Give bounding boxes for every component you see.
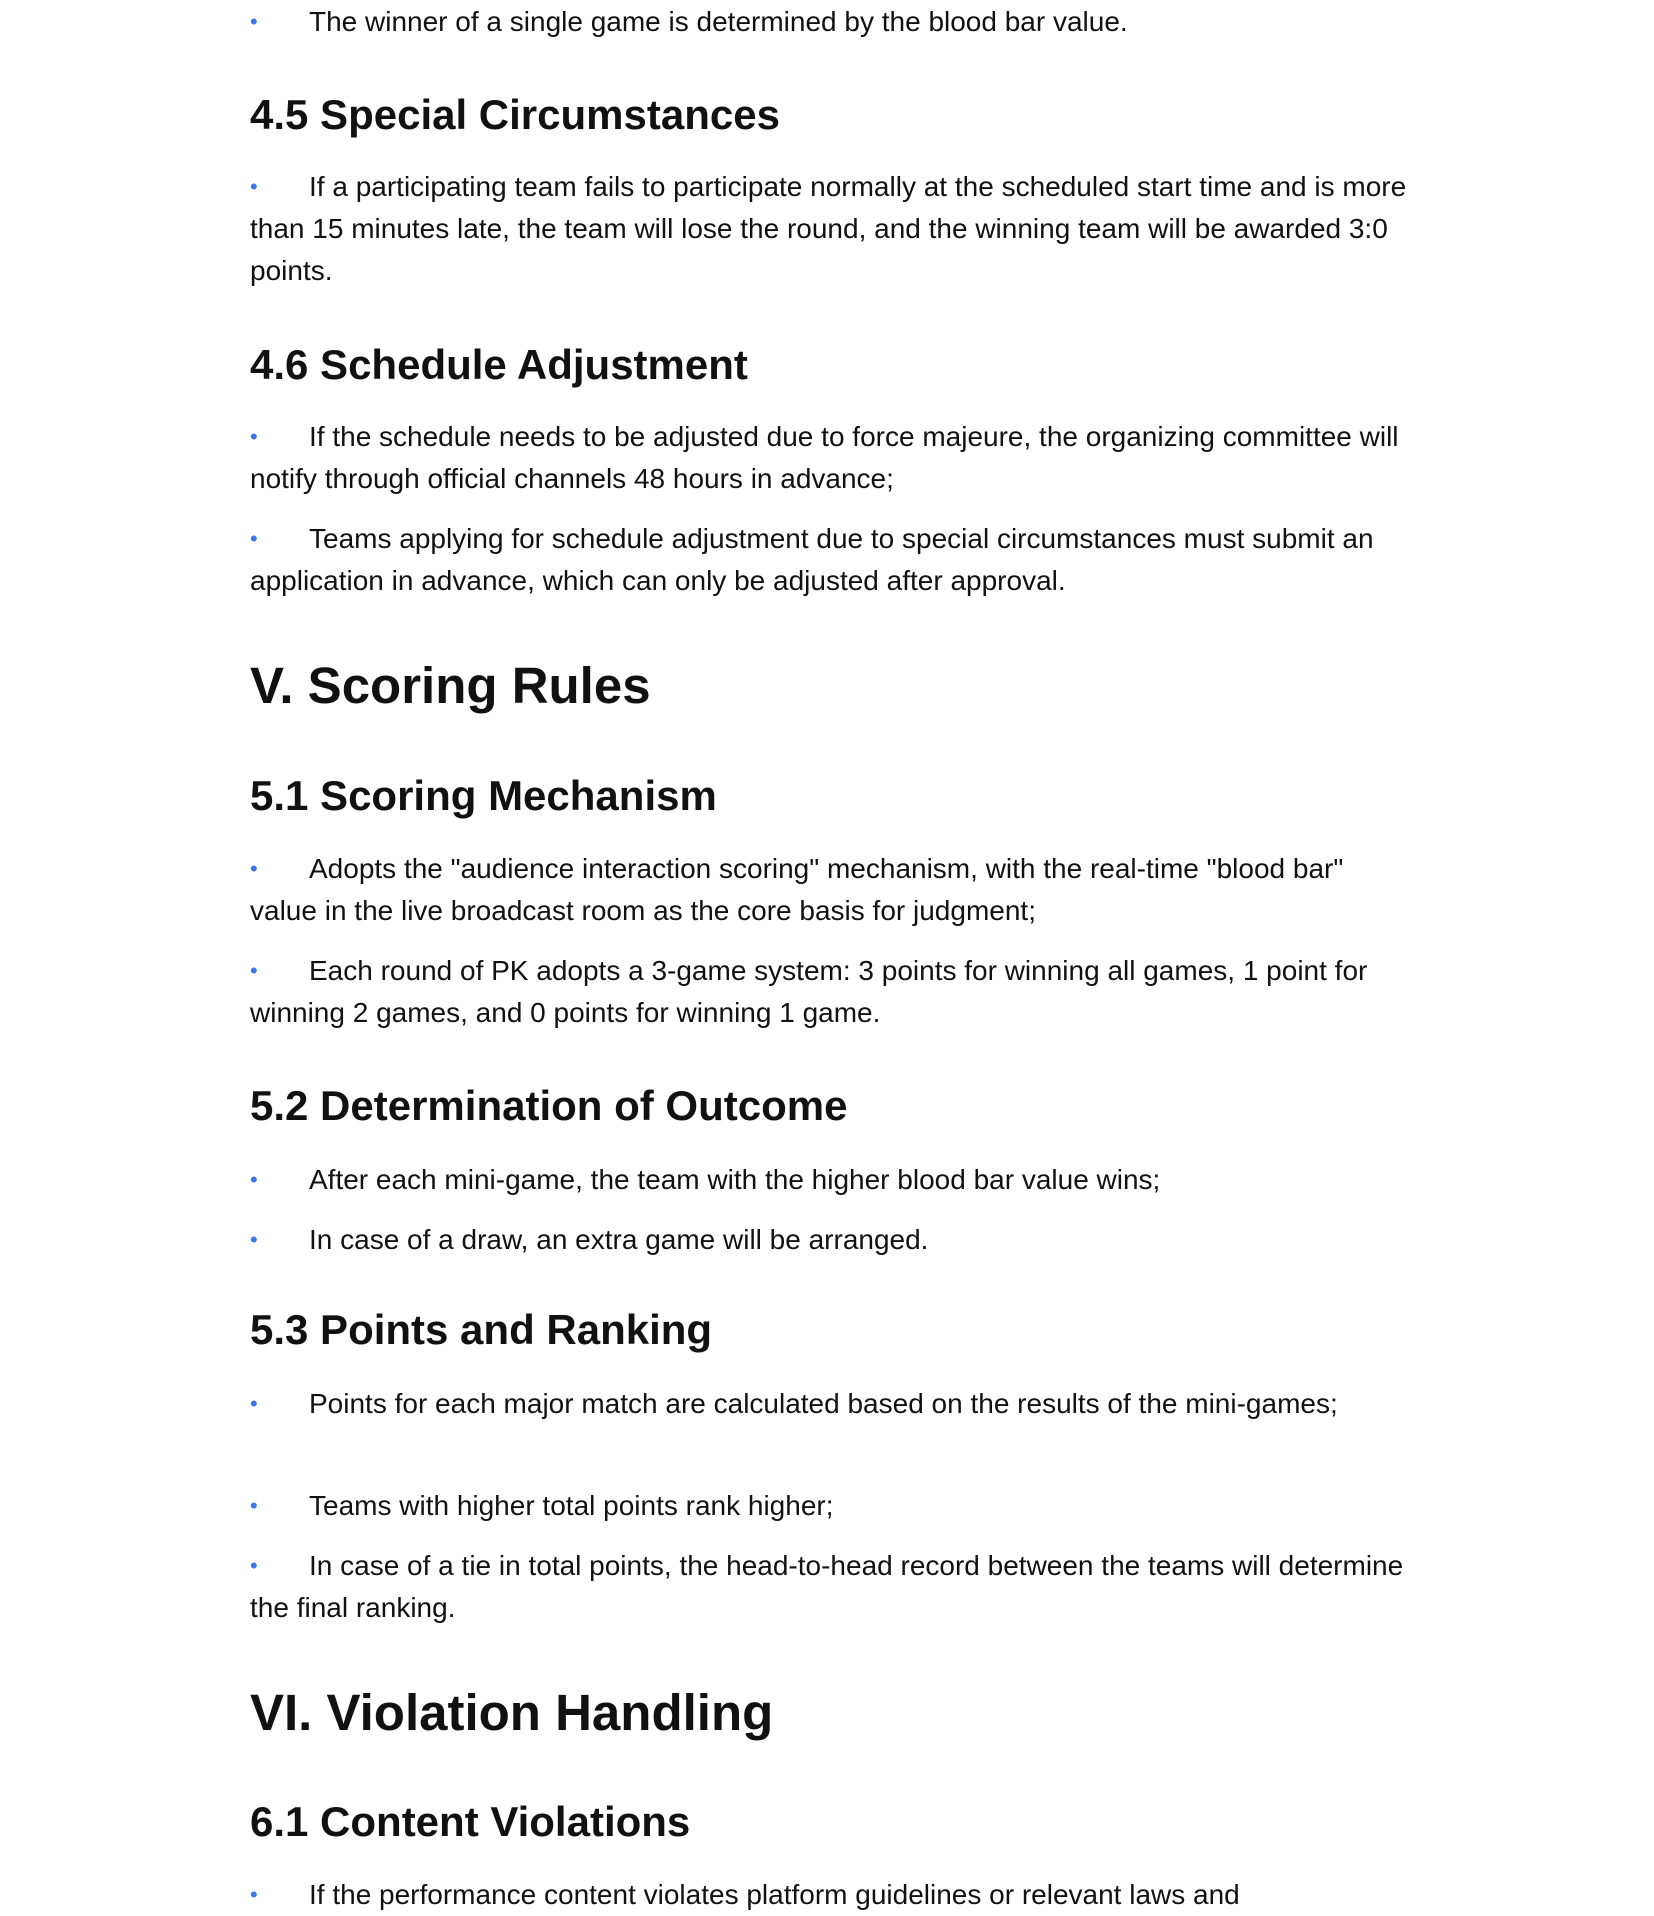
- bullet-dot: •: [250, 424, 258, 449]
- bullet-3-game-system: [250, 950, 1410, 1034]
- bullet-text: If the schedule needs to be adjusted due to force majeure, the organizing committee will notify through official channels 48 hours in advance;: [250, 421, 1399, 494]
- bullet-higher-total-rank: [250, 1485, 1410, 1527]
- bullet-text: In case of a tie in total points, the head-to-head record between the teams will determine the final ranking.: [250, 1550, 1404, 1623]
- bullet-dot: •: [250, 1882, 258, 1907]
- heading-5-1-scoring-mechanism: 5.1 Scoring Mechanism: [250, 772, 717, 819]
- bullet-text: If a participating team fails to participate normally at the scheduled start time and is more than 15 minutes late, the team will lose the round, and the winning team will be awarded 3:0 points.: [250, 171, 1407, 286]
- bullet-major-match-points: [250, 1383, 1410, 1425]
- bullet-dot: •: [250, 958, 258, 983]
- bullet-text: Teams with higher total points rank higher;: [309, 1490, 834, 1521]
- heading-vi-violation-handling: VI. Violation Handling: [250, 1684, 774, 1741]
- bullet-text: Each round of PK adopts a 3-game system: 3 points for winning all games, 1 point for winning 2 games, and 0 points for winning 1 game.: [250, 955, 1368, 1028]
- bullet-force-majeure: [250, 416, 1410, 500]
- bullet-dot: •: [250, 1553, 258, 1578]
- heading-5-2-determination-of-outcome: 5.2 Determination of Outcome: [250, 1082, 848, 1129]
- bullet-text: After each mini-game, the team with the higher blood bar value wins;: [309, 1164, 1161, 1195]
- heading-6-1-content-violations: 6.1 Content Violations: [250, 1798, 691, 1845]
- bullet-text: If the performance content violates platform guidelines or relevant laws and: [309, 1879, 1240, 1910]
- bullet-dot: •: [250, 174, 258, 199]
- bullet-draw-extra-game: [250, 1219, 1410, 1261]
- bullet-late-team-forfeit: [250, 166, 1410, 292]
- bullet-text: The winner of a single game is determined by the blood bar value.: [309, 6, 1128, 37]
- bullet-dot: •: [250, 856, 258, 881]
- heading-5-3-points-and-ranking: 5.3 Points and Ranking: [250, 1306, 713, 1353]
- bullet-higher-blood-bar-wins: [250, 1159, 1410, 1201]
- bullet-performance-content-violation: [250, 1874, 1410, 1916]
- heading-4-6-schedule-adjustment: 4.6 Schedule Adjustment: [250, 341, 748, 388]
- heading-4-5-special-circumstances: 4.5 Special Circumstances: [250, 91, 780, 138]
- bullet-single-game-winner: [250, 1, 1410, 43]
- bullet-dot: •: [250, 1227, 258, 1252]
- bullet-schedule-application: [250, 518, 1410, 602]
- heading-v-scoring-rules: V. Scoring Rules: [250, 657, 651, 714]
- bullet-audience-interaction: [250, 848, 1410, 932]
- bullet-text: Teams applying for schedule adjustment due to special circumstances must submit an application in advance, which can only be adjusted after approval.: [250, 523, 1374, 596]
- bullet-dot: •: [250, 1391, 258, 1416]
- bullet-tie-head-to-head: [250, 1545, 1410, 1629]
- bullet-dot: •: [250, 526, 258, 551]
- bullet-dot: •: [250, 1167, 258, 1192]
- bullet-dot: •: [250, 9, 258, 34]
- bullet-text: In case of a draw, an extra game will be arranged.: [309, 1224, 929, 1255]
- bullet-text: Adopts the "audience interaction scoring" mechanism, with the real-time "blood bar" value in the live broadcast room as the core basis for judgment;: [250, 853, 1344, 926]
- bullet-dot: •: [250, 1493, 258, 1518]
- bullet-text: Points for each major match are calculated based on the results of the mini-games;: [309, 1388, 1338, 1419]
